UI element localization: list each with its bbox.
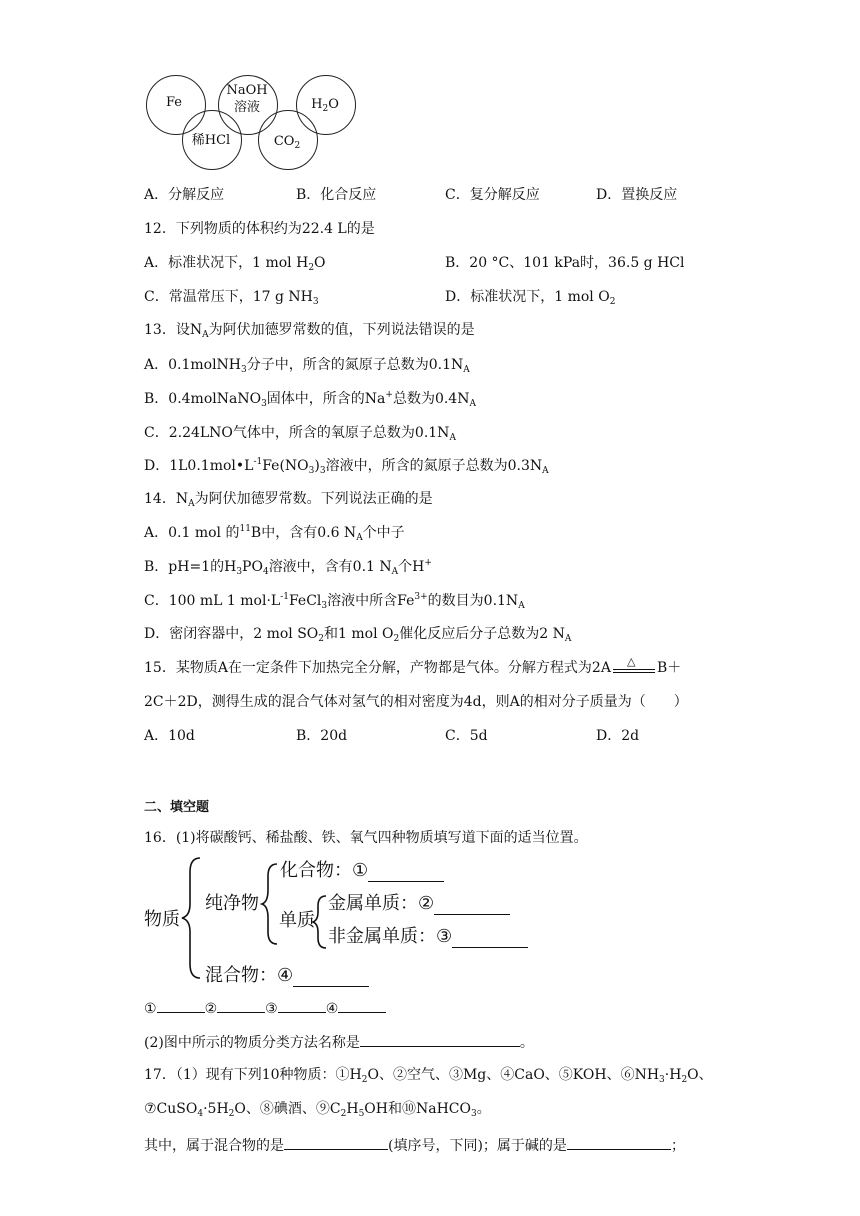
answer-blank-2[interactable]	[217, 998, 265, 1013]
q13-stem: 13．设$N_A$为阿伏加德罗常数的值，下列说法错误的是	[144, 322, 475, 340]
node-pure-substance: 纯净物	[205, 893, 259, 914]
node-mixture: 混合物：④	[205, 965, 369, 987]
node-matter: 物质	[144, 909, 180, 930]
label-fe: Fe	[165, 95, 182, 110]
label-naoh-2: 溶液	[233, 100, 260, 115]
q12-option-c: C．常温常压下，17 g $NH_3$	[144, 289, 319, 307]
classification-method-blank[interactable]	[360, 1032, 520, 1047]
q14-option-b: B．pH=1的$H_3PO_4$溶液中，含有0.1 $N_A$个H+	[144, 558, 432, 577]
answer-blank-4[interactable]	[338, 998, 386, 1013]
q17-line-1: 17．（1）现有下列10种物质：$①H_2O$、②空气、③Mg、④CaO、⑤KOH、$⑥NH_3\cdot H_2O$、	[144, 1067, 713, 1085]
heat-arrow	[611, 655, 657, 677]
label-h2o: $H_2O$	[311, 97, 339, 114]
q12-option-d: D．标准状况下，1 mol $O_2$	[445, 289, 616, 307]
q14-option-c: C．100 mL 1 $mol\cdot L^{-1}FeCl_3$溶液中所含$Fe^{3+}$的数目为$0.1N_A$	[144, 592, 525, 611]
mixture-answer-blank[interactable]	[284, 1135, 388, 1150]
q12-stem: 12．下列物质的体积约为22.4 L的是	[144, 221, 375, 237]
q14-option-a: A．0.1 mol 的$^{11}$B中，含有0.6 $N_A$个中子	[144, 524, 405, 543]
base-answer-blank[interactable]	[567, 1135, 671, 1150]
answer-blank-1[interactable]	[157, 998, 205, 1013]
heat-symbol: △	[626, 655, 636, 668]
q11-option-c: C．复分解反应	[445, 187, 540, 203]
q13-option-b: B．0.4molNaNO$_3$固体中，所含的Na+总数为$0.4N_A$	[144, 390, 476, 409]
q15-line-1: 15．某物质A在一定条件下加热完全分解，产物都是气体。分解方程式为2A △ B＋	[144, 655, 682, 676]
q13-option-a: A．0.1molNH$_3$分子中，所含的氮原子总数为$0.1N_A$	[144, 357, 470, 375]
node-nonmetal: 非金属单质：③	[328, 926, 528, 948]
q14-stem: 14．$N_A$为阿伏加德罗常数。下列说法正确的是	[144, 491, 433, 509]
brace-pure	[262, 864, 277, 944]
q16-answer-blanks: ① ② ③ ④	[144, 998, 386, 1018]
node-metal: 金属单质：②	[328, 893, 510, 915]
q15-line-2: 2C＋2D，测得生成的混合气体对氢气的相对密度为4d，则A的相对分子质量为（ ）	[144, 694, 688, 710]
q14-option-d: D．密闭容器中，2 mol $SO_2$和1 mol $O_2$催化反应后分子总数为2 $N_A$	[144, 626, 572, 644]
q17-line-2: $⑦CuSO_4\cdot 5H_2O$、⑧碘酒、$⑨C_2H_5OH$和⑩NaHCO$_3$。	[144, 1101, 491, 1119]
q12-option-b: B．20 °C、101 kPa时，36.5 g HCl	[445, 255, 685, 271]
q11-option-d: D．置换反应	[596, 187, 678, 203]
q15-option-d: D．2d	[596, 728, 640, 744]
q16-stem: 16．(1)将碳酸钙、稀盐酸、铁、氧气四种物质填写道下面的适当位置。	[144, 830, 588, 846]
q15-option-b: B．20d	[296, 728, 348, 744]
label-naoh-1: NaOH	[226, 83, 268, 98]
q17-line-3: 其中，属于混合物的是 (填序号，下同)；属于碱的是 ；	[144, 1135, 685, 1155]
answer-blank-3[interactable]	[278, 998, 326, 1013]
q13-option-d: D．$1L0.1mol•L^{-1}Fe(NO_3)_3$溶液中，所含的氮原子总数为$0.3N_A$	[144, 457, 549, 476]
q11-option-b: B．化合反应	[296, 187, 377, 203]
label-hcl: 稀HCl	[191, 133, 231, 148]
brace-root	[182, 858, 200, 978]
q16-part-2: (2)图中所示的物质分类方法名称是 。	[144, 1032, 534, 1052]
node-compound: 化合物：①	[280, 860, 444, 882]
label-co2: $CO_2$	[273, 134, 301, 151]
section-title: 二、填空题	[144, 800, 210, 815]
q15-option-c: C．5d	[445, 728, 488, 744]
q15-option-a: A．10d	[144, 728, 195, 744]
q12-option-a: A．标准状况下，1 mol $H_2O$	[144, 255, 326, 273]
q13-option-c: C．2.24LNO气体中，所含的氧原子总数为$0.1N_A$	[144, 425, 456, 443]
node-element: 单质	[279, 910, 315, 931]
q11-option-a: A．分解反应	[144, 187, 225, 203]
